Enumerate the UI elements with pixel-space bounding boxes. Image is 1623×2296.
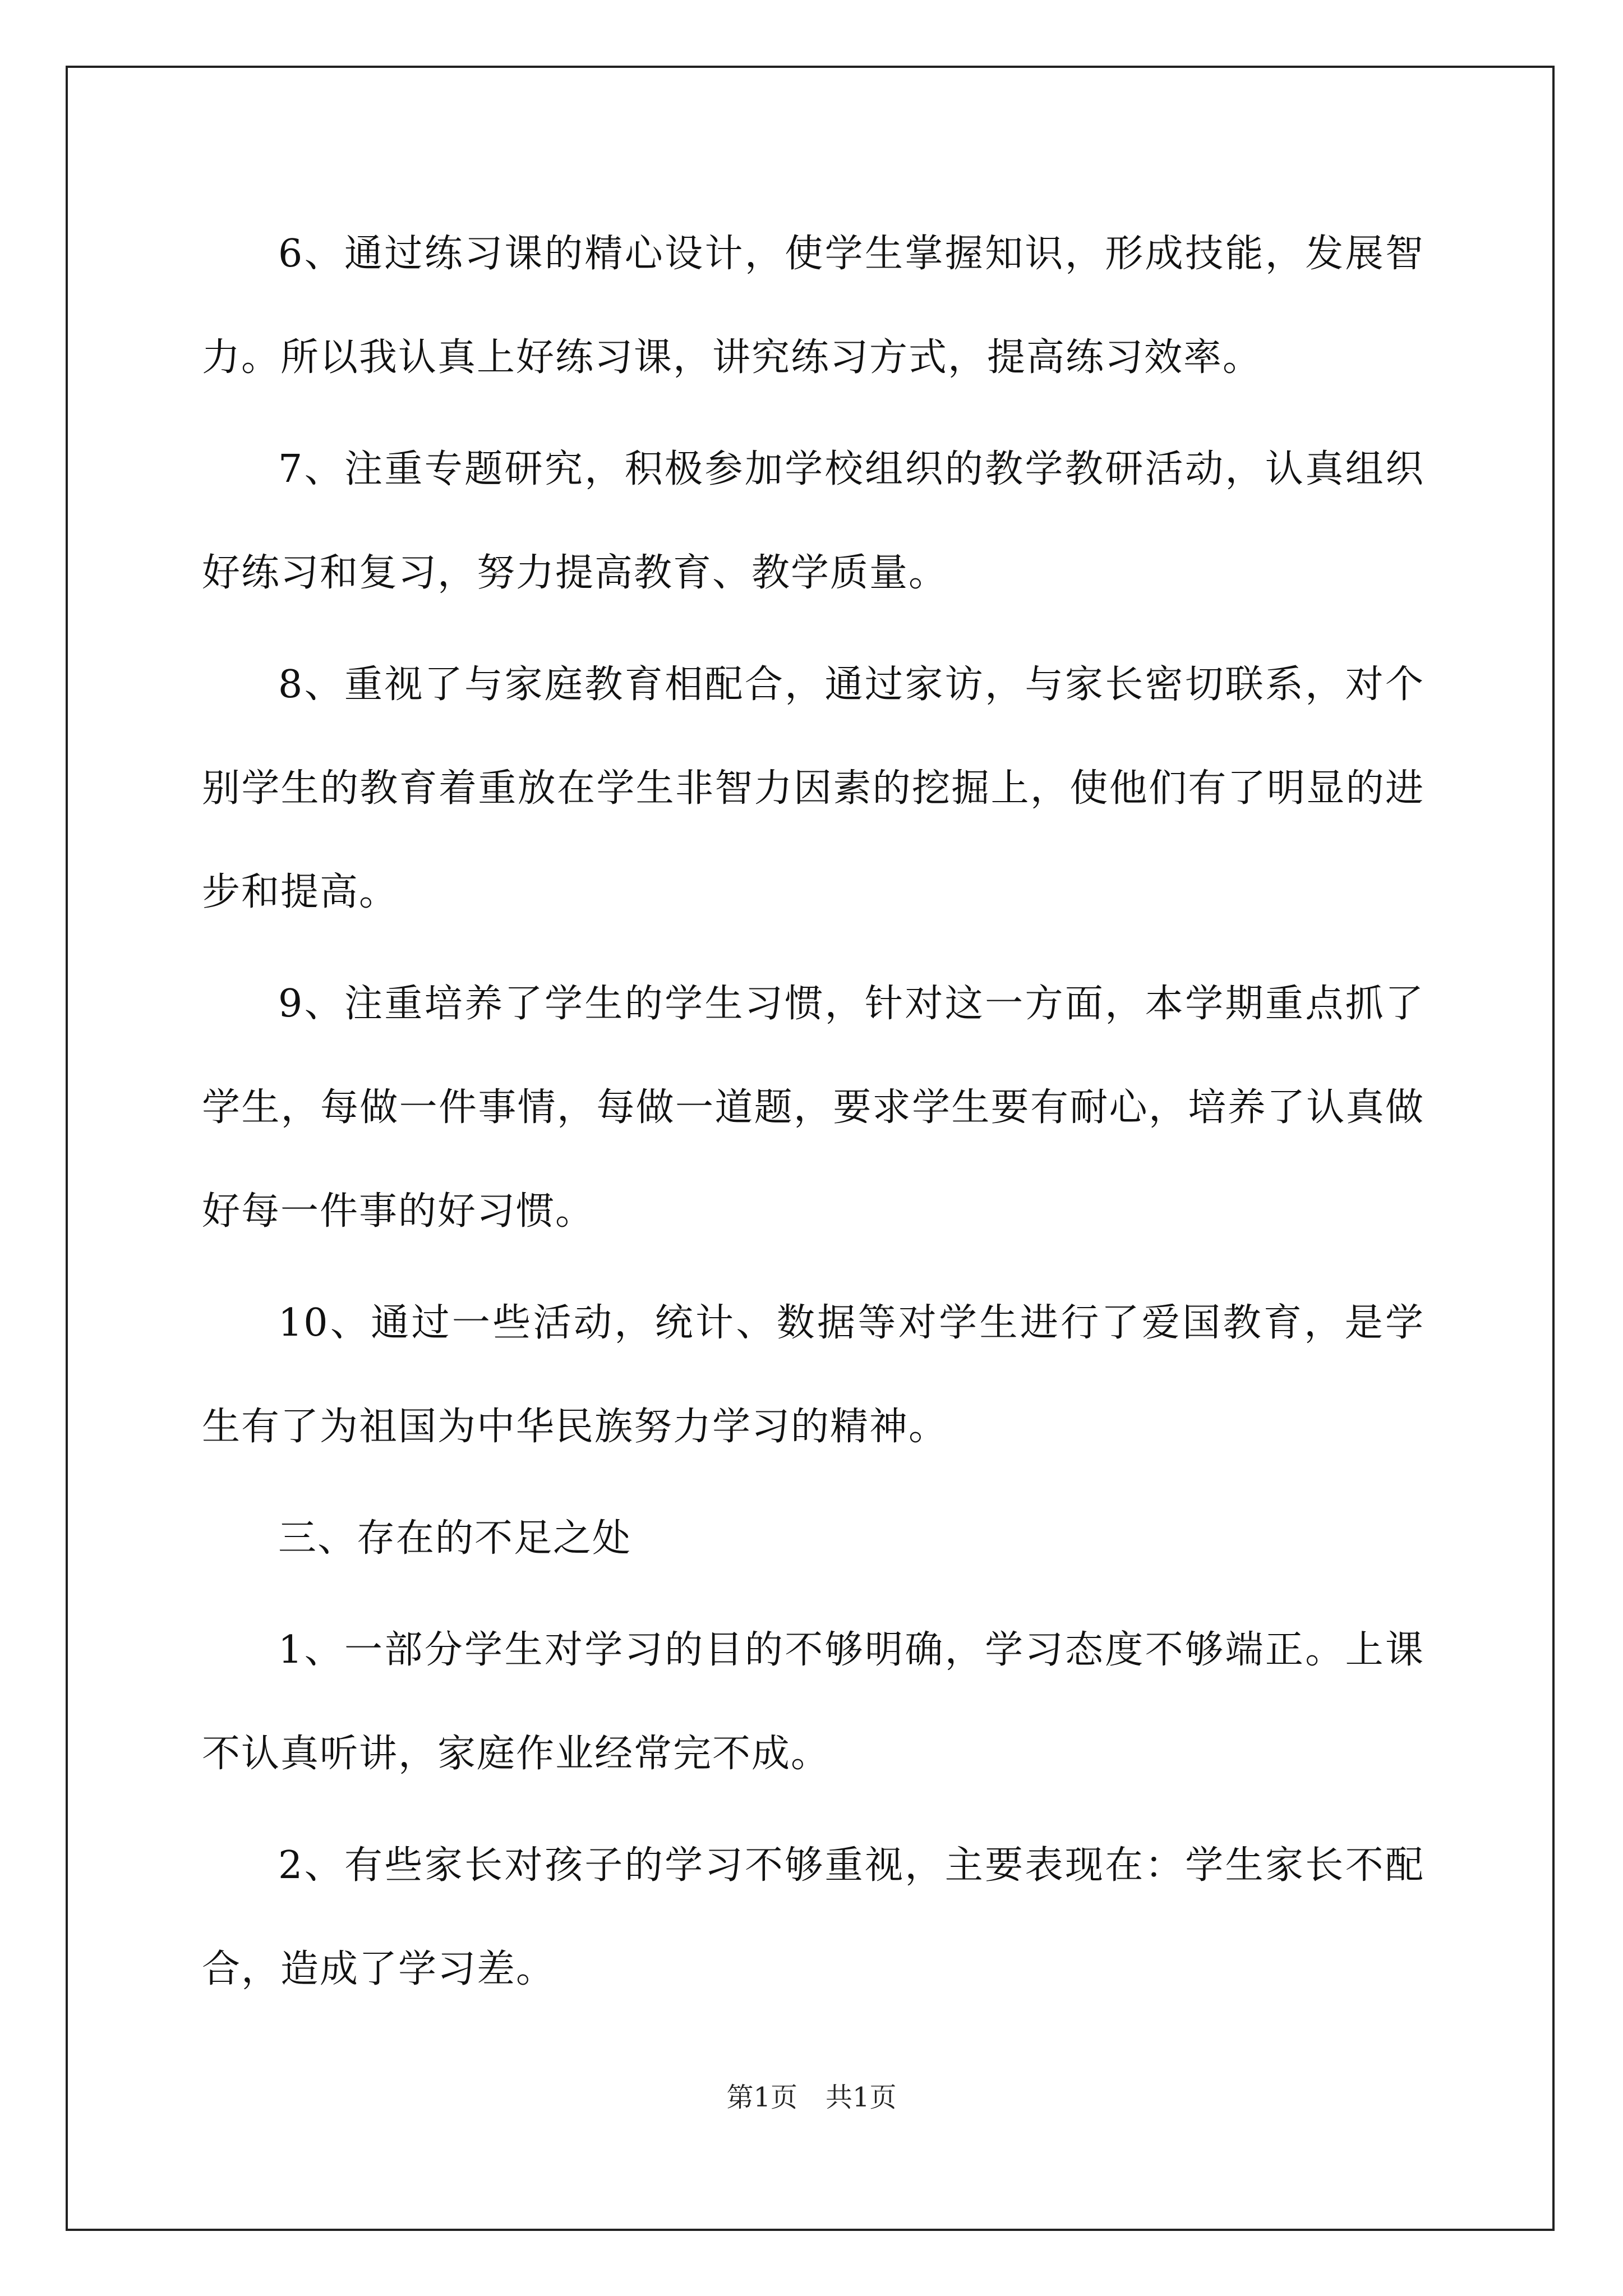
document-body <box>202 202 1424 2029</box>
paragraph-8: 8、重视了与家庭教育相配合，通过家访，与家长密切联系，对个别学生的教育着重放在学生非智力因素的挖掘上，使他们有了明显的进步和提高。 <box>202 662 1424 914</box>
paragraph-9: 9、注重培养了学生的学生习惯，针对这一方面，本学期重点抓了学生，每做一件事情，每做一道题，要求学生要有耐心，培养了认真做好每一件事的好习惯。 <box>202 982 1424 1234</box>
section-heading-shortcomings: 三、存在的不足之处 <box>278 1516 632 1561</box>
shortcoming-1: 1、一部分学生对学习的目的不够明确，学习态度不够端正。上课不认真听讲，家庭作业经常完不成。 <box>202 1628 1424 1776</box>
paragraph-6: 6、通过练习课的精心设计，使学生掌握知识，形成技能，发展智力。所以我认真上好练习课，讲究练习方式，提高练习效率。 <box>202 232 1424 380</box>
page-number-total: 共1页 <box>826 2082 897 2113</box>
paragraph-7: 7、注重专题研究，积极参加学校组织的教学教研活动，认真组织好练习和复习，努力提高教育、教学质量。 <box>202 447 1424 595</box>
paragraph-10: 10、通过一些活动，统计、数据等对学生进行了爱国教育，是学生有了为祖国为中华民族努力学习的精神。 <box>202 1301 1424 1449</box>
shortcoming-2: 2、有些家长对孩子的学习不够重视，主要表现在：学生家长不配合，造成了学习差。 <box>202 1843 1424 1991</box>
page-footer <box>0 2076 1623 2114</box>
page-number-current: 第1页 <box>726 2082 797 2113</box>
